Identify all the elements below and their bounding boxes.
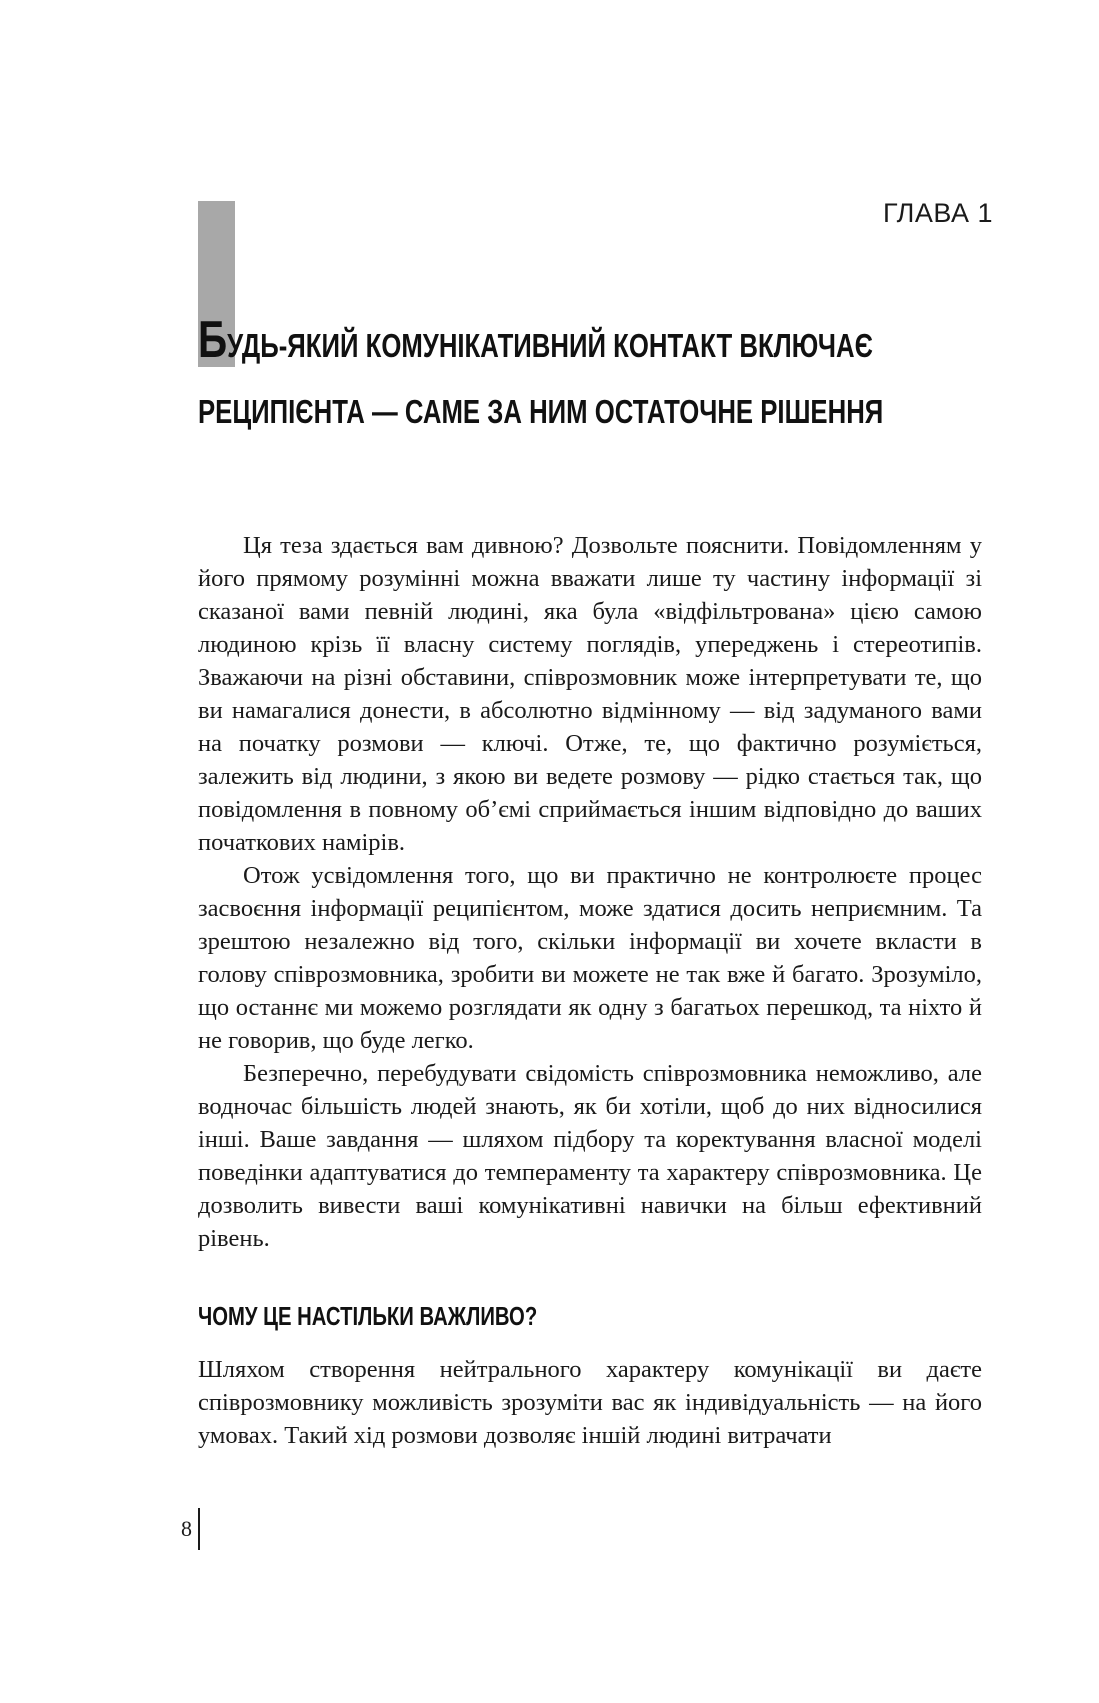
body-text: [198, 529, 982, 1255]
paragraph: Безперечно, перебудувати свідомість співрозмовника неможливо, але водночас більшість людей знають, як би хотіли, щоб до них відносилися інші. Ваше завдання — шляхом підбору та коректування власної моделі поведінки адаптуватися до темпераменту та характеру співрозмовника. Це дозволить вивести ваші комунікативні навички на більш ефективний рівень.: [198, 1060, 982, 1252]
drop-cap: Б: [198, 311, 228, 369]
page-number-rule: [198, 1508, 200, 1550]
section-heading: ЧОМУ ЦЕ НАСТІЛЬКИ ВАЖЛИВО?: [198, 1301, 538, 1331]
chapter-title: [198, 313, 986, 445]
paragraph: Отож усвідомлення того, що ви практично не контролюєте процес засвоєння інформації реципієнтом, може здатися досить неприємним. Та зрештою незалежно від того, скільки інформації ви хочете вкласти в голову співрозмовника, зробити ви можете не так вже й багато. Зрозуміло, що останнє ми можемо розглядати як одну з багатьох перешкод, та ніхто й не говорив, що буде легко.: [198, 862, 982, 1054]
chapter-title-line1: УДЬ-ЯКИЙ КОМУНІКАТИВНИЙ КОНТАКТ ВКЛЮЧАЄ: [227, 327, 873, 364]
chapter-label: ГЛАВА 1: [883, 198, 993, 228]
section-paragraph: Шляхом створення нейтрального характеру комунікації ви даєте співрозмовнику можливість зрозуміти вас як індивідуальність — на його умовах. Такий хід розмови дозволяє іншій людині витрачати: [198, 1356, 982, 1449]
page-number: 8: [181, 1516, 192, 1541]
chapter-title-line2: РЕЦИПІЄНТА — САМЕ ЗА НИМ ОСТАТОЧНЕ РІШЕННЯ: [198, 393, 884, 430]
paragraph: Ця теза здається вам дивною? Дозвольте пояснити. Повідомленням у його прямому розумінні можна вважати лише ту частину інформації зі сказаної вами певній людині, яка була «відфільтрована» цією самою людиною крізь її власну систему поглядів, упереджень і стереотипів. Зважаючи на різні обставини, співрозмовник може інтерпретувати те, що ви намагалися донести, в абсолютно відмінному — від задуманого вами на початку розмови — ключі. Отже, те, що фактично розуміється, залежить від людини, з якою ви ведете розмову — рідко стається так, що повідомлення в повному об’ємі сприймається іншим відповідно до ваших початкових намірів.: [198, 532, 982, 856]
